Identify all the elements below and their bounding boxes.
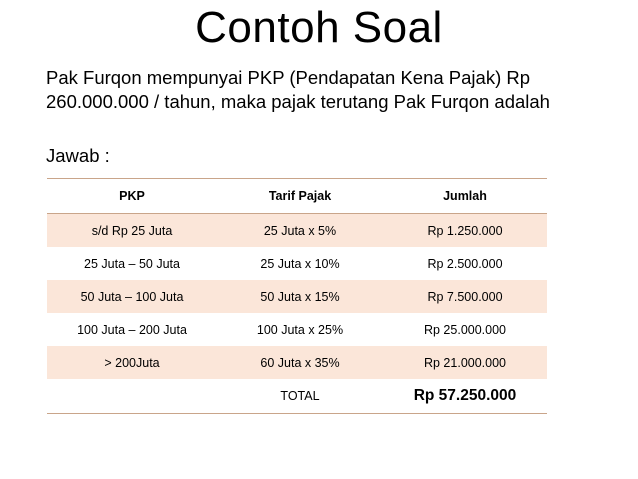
cell-pkp: 50 Juta – 100 Juta (47, 280, 217, 313)
total-label: TOTAL (217, 379, 383, 414)
total-value: Rp 57.250.000 (383, 379, 547, 414)
cell-tarif: 25 Juta x 10% (217, 247, 383, 280)
cell-jumlah: Rp 1.250.000 (383, 214, 547, 248)
answer-label: Jawab : (46, 145, 110, 166)
cell-jumlah: Rp 7.500.000 (383, 280, 547, 313)
total-empty-cell (47, 379, 217, 414)
table-row (47, 346, 547, 379)
cell-tarif: 60 Juta x 35% (217, 346, 383, 379)
cell-pkp: 100 Juta – 200 Juta (47, 313, 217, 346)
cell-pkp: > 200Juta (47, 346, 217, 379)
tax-table (47, 178, 547, 414)
table-row (47, 247, 547, 280)
cell-pkp: 25 Juta – 50 Juta (47, 247, 217, 280)
table-row (47, 214, 547, 248)
header-pkp: PKP (47, 179, 217, 214)
cell-tarif: 100 Juta x 25% (217, 313, 383, 346)
slide-title: Contoh Soal (195, 3, 443, 52)
table-row (47, 280, 547, 313)
cell-pkp: s/d Rp 25 Juta (47, 214, 217, 248)
cell-tarif: 50 Juta x 15% (217, 280, 383, 313)
table-header-row (47, 179, 547, 214)
cell-jumlah: Rp 21.000.000 (383, 346, 547, 379)
question-text: Pak Furqon mempunyai PKP (Pendapatan Kena Pajak) Rp 260.000.000 / tahun, maka pajak terutang Pak Furqon adalah (46, 67, 550, 112)
header-tarif-pajak: Tarif Pajak (217, 179, 383, 214)
cell-jumlah: Rp 2.500.000 (383, 247, 547, 280)
cell-jumlah: Rp 25.000.000 (383, 313, 547, 346)
total-row (47, 379, 547, 414)
header-jumlah: Jumlah (383, 179, 547, 214)
cell-tarif: 25 Juta x 5% (217, 214, 383, 248)
table-row (47, 313, 547, 346)
